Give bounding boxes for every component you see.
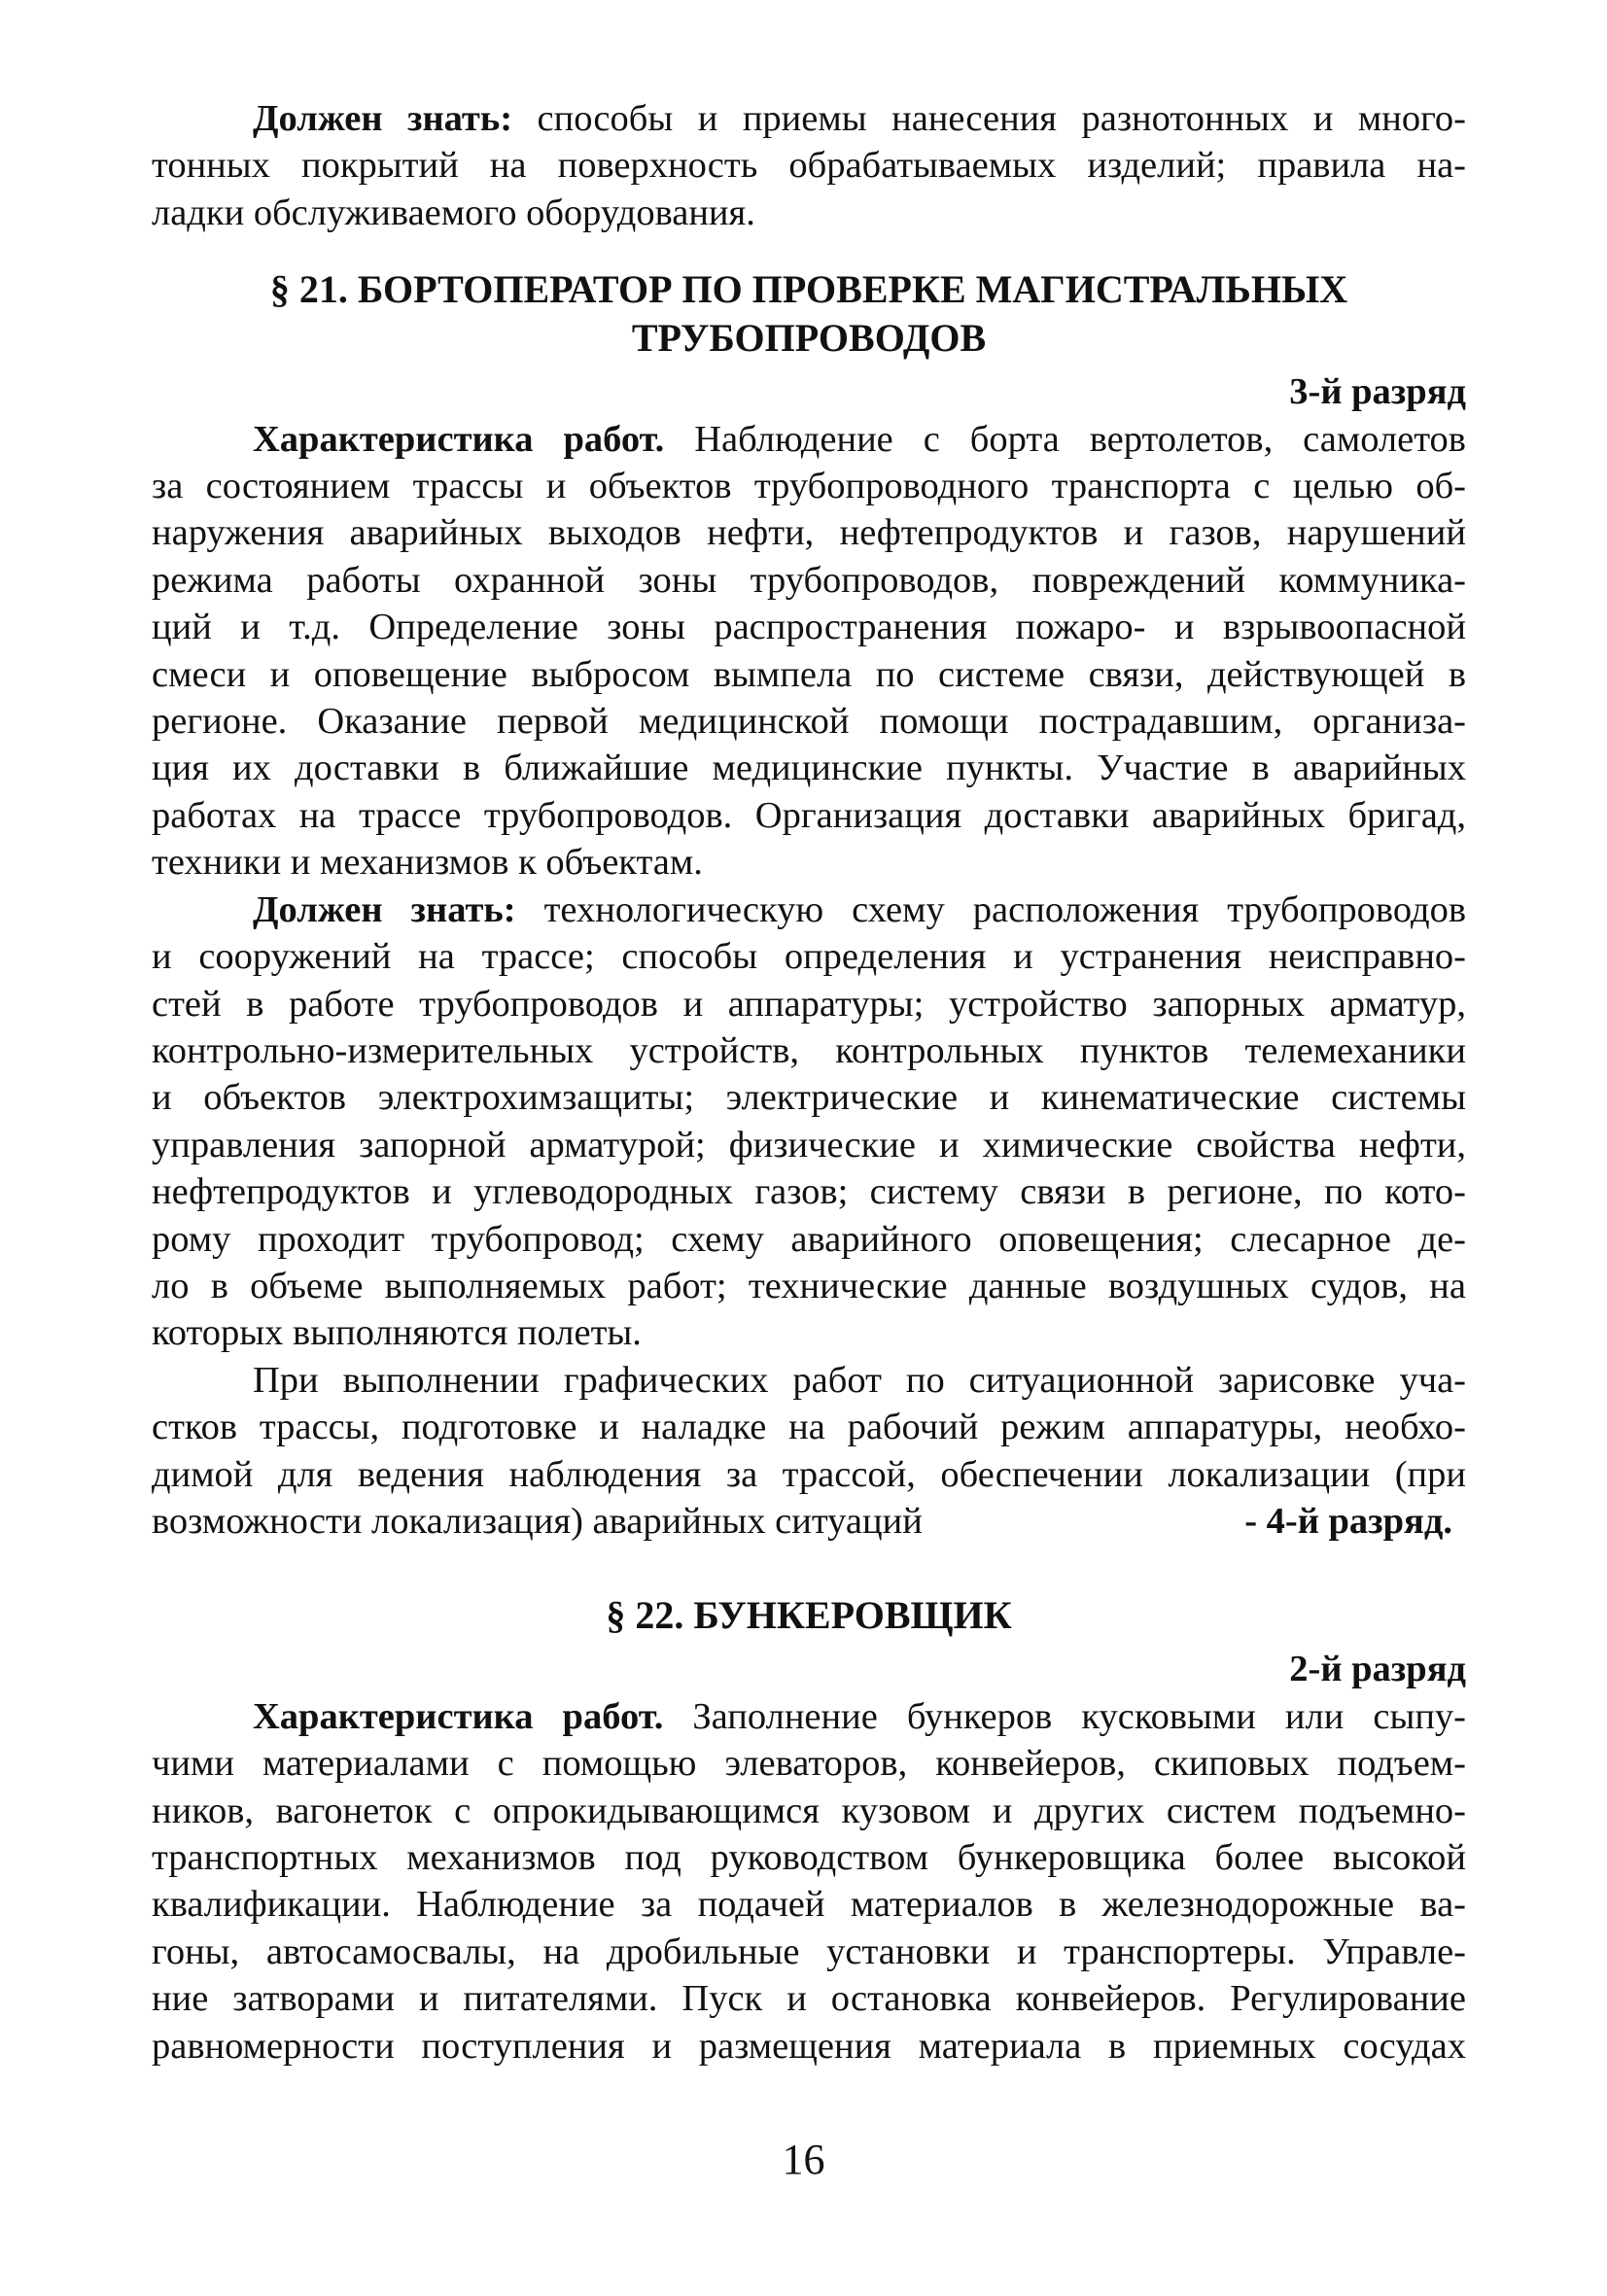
text-line: ладки обслуживаемого оборудования. [152, 191, 755, 233]
additional-paragraph [152, 1357, 1466, 1546]
text-line: режима работы охранной зоны трубопроводов, повреждений коммуника- [152, 559, 1466, 601]
text-line: работах на трассе трубопроводов. Организация доставки аварийных бригад, [152, 794, 1466, 836]
paragraph-lead: Характеристика работ. [253, 418, 665, 460]
paragraph-lead: Должен знать: [253, 888, 516, 930]
text-line: Характеристика работ. Наблюдение с борта вертолетов, самолетов [253, 418, 1466, 460]
characteristics-paragraph [152, 416, 1466, 887]
text-line: возможности локализация) аварийных ситуаций - 4-й разряд. [152, 1498, 1466, 1545]
text-line: регионе. Оказание первой медицинской помощи пострадавшим, организа- [152, 701, 1466, 743]
text-line: При выполнении графических работ по ситуационной зарисовке уча- [253, 1359, 1466, 1401]
text-line: управления запорной арматурой; физические и химические свойства нефти, [152, 1124, 1466, 1165]
text-line: ция их доставки в ближайшие медицинские пункты. Участие в аварийных [152, 748, 1466, 789]
text-line: стков трассы, подготовке и наладке на рабочий режим аппаратуры, необхо- [152, 1407, 1466, 1448]
heading-line: § 21. БОРТОПЕРАТОР ПО ПРОВЕРКЕ МАГИСТРАЛЬНЫХ [269, 267, 1348, 312]
text-line: и сооружений на трассе; способы определения и устранения неисправно- [152, 936, 1466, 978]
text-line: квалификации. Наблюдение за подачей материалов в железнодорожные ва- [152, 1884, 1466, 1926]
text-line: транспортных механизмов под руководством бункеровщика более высокой [152, 1837, 1466, 1878]
heading-line: § 22. БУНКЕРОВЩИК [606, 1593, 1012, 1638]
text-line: контрольно-измерительных устройств, контрольных пунктов телемеханики [152, 1029, 1466, 1071]
rank-note: - 4-й разряд. [1244, 1500, 1452, 1542]
knowledge-paragraph [152, 887, 1466, 1357]
rank-label: 2-й разряд [1289, 1649, 1466, 1690]
characteristics-paragraph [152, 1693, 1466, 2070]
text-line: смеси и оповещение выбросом вымпела по системе связи, действующей в [152, 653, 1466, 695]
section-heading [152, 265, 1466, 363]
text-line: чими материалами с помощью элеваторов, конвейеров, скиповых подъем- [152, 1743, 1466, 1785]
text-line: равномерности поступления и размещения материала в приемных сосудах [152, 2025, 1466, 2067]
paragraph-lead: Характеристика работ. [253, 1695, 664, 1737]
paragraph-lead: Должен знать: [253, 98, 513, 139]
text-line: тонных покрытий на поверхность обрабатываемых изделий; правила на- [152, 145, 1466, 187]
text-line: ций и т.д. Определение зоны распространения пожаро- и взрывоопасной [152, 607, 1466, 648]
text-line: наружения аварийных выходов нефти, нефтепродуктов и газов, нарушений [152, 512, 1466, 554]
text-line: рому проходит трубопровод; схему аварийного оповещения; слесарное де- [152, 1218, 1466, 1260]
section-heading [152, 1591, 1466, 1640]
text-line: ло в объеме выполняемых работ; технические данные воздушных судов, на [152, 1265, 1466, 1306]
text-line: ников, вагонеток с опрокидывающимся кузовом и других систем подъемно- [152, 1790, 1466, 1831]
document-page [152, 95, 1466, 2070]
text-line: Должен знать: технологическую схему расположения трубопроводов [253, 888, 1466, 930]
text-line: нефтепродуктов и углеводородных газов; систему связи в регионе, по кото- [152, 1171, 1466, 1213]
text-line: Должен знать: способы и приемы нанесения разнотонных и много- [253, 98, 1466, 139]
text-line: гоны, автосамосвалы, на дробильные установки и транспортеры. Управле- [152, 1931, 1466, 1972]
text-line: Характеристика работ. Заполнение бункеров кусковыми или сыпу- [253, 1695, 1466, 1737]
text-line: техники и механизмов к объектам. [152, 842, 703, 884]
text-line: и объектов электрохимзащиты; электрические и кинематические системы [152, 1077, 1466, 1119]
text-line: димой для ведения наблюдения за трассой, обеспечении локализации (при [152, 1453, 1466, 1495]
text-line: за состоянием трассы и объектов трубопроводного транспорта с целью об- [152, 466, 1466, 507]
page-number: 16 [782, 2136, 825, 2183]
text-line: ние затворами и питателями. Пуск и остановка конвейеров. Регулирование [152, 1978, 1466, 2020]
text-line: стей в работе трубопроводов и аппаратуры; устройство запорных арматур, [152, 983, 1466, 1025]
text-line: которых выполняются полеты. [152, 1312, 642, 1354]
top-paragraph [152, 95, 1466, 236]
heading-line: ТРУБОПРОВОДОВ [631, 316, 987, 361]
rank-label: 3-й разряд [1289, 371, 1466, 413]
